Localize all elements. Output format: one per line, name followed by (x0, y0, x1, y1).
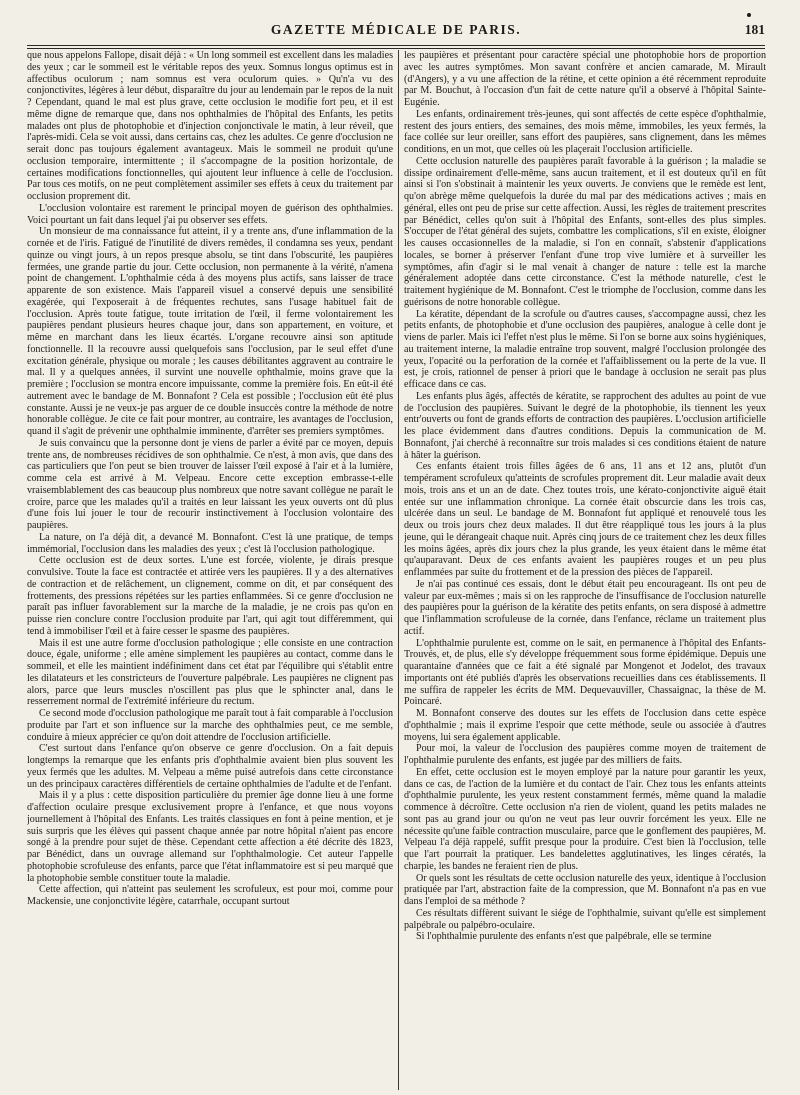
paragraph: Je n'ai pas continué ces essais, dont le début était peu encourageant. Ils ont peu de valeur par eux-mêmes ; mais si on les rapproche de l'insuffisance de l'occlusion naturelle des paupières pour la guérison de la kératite des petits enfants, on sera disposé à admettre que l'inflammation scrofuleuse de la cornée, dans l'enfance, réclame un traitement plus actif. (404, 578, 766, 637)
paragraph: L'occlusion volontaire est rarement le principal moyen de guérison des ophthalmies. Voici pourtant un fait dans lequel j'ai pu observer ses effets. (27, 202, 393, 226)
paragraph: Mais il est une autre forme d'occlusion pathologique ; elle consiste en une contraction douce, égale, uniforme ; elle amène simplement les paupières au contact, comme dans le sommeil, et elle les maintient indéfiniment dans cet état par l'équilibre qui s'établit entre les dilatateurs et les constricteurs de l'ouverture palpébrale. Les paupières ne clignent pas alors, parce que leurs muscles n'oscillent pas plus que le sphincter anal, dans le resserrement normal de l'extrémité inférieure du rectum. (27, 637, 393, 708)
page-number: 181 (744, 22, 765, 37)
page-header (27, 22, 765, 44)
paragraph: Les enfants, ordinairement très-jeunes, qui sont affectés de cette espèce d'ophthalmie, restent des jours entiers, des semaines, des mois même, immobiles, les yeux fermés, la face collée sur leur oreiller, sans effort des paupières, sans clignement, dans les mêmes conditions, en un mot, que celles où les plaçerait l'occlusion artificielle. (404, 108, 766, 155)
right-column (404, 50, 766, 1090)
paragraph: M. Bonnafont conserve des doutes sur les effets de l'occlusion dans cette espèce d'ophthalmie ; mais il exprime l'espoir que cette méthode, seule ou associée à d'autres moyens, lui sera également applicable. (404, 708, 766, 743)
left-column (27, 50, 393, 1090)
paragraph: Cette occlusion est de deux sortes. L'une est forcée, violente, je dirais presque convulsive. Toute la face est contractée et attirée vers les paupières. Il y a des alternatives de contraction et de relâchement, un clignement, comme on dit, et par conséquent des frottements, des pressions répétées sur les parties enflammées. Si ce genre d'occlusion ne paraît pas influer favorablement sur la marche de la maladie, je ne crois pas qu'on en puisse rien conclure contre l'occlusion produite par l'art, qui agit tout différemment, qui tend à immobiliser l'œil et à faire cesser le spasme des paupières. (27, 555, 393, 637)
paragraph: les paupières et présentant pour caractère spécial une photophobie hors de proportion avec les autres symptômes. Mon savant confrère et ancien camarade, M. Mirault (d'Angers), y a vu une affection de la rétine, et cette opinion a été récemment reproduite par M. Bouchut, à l'occasion d'un fait de cette nature qu'il a observé à l'hôpital Sainte-Eugénie. (404, 50, 766, 108)
paragraph: C'est surtout dans l'enfance qu'on observe ce genre d'occlusion. On a fait depuis longtemps la remarque que les enfants pris d'ophthalmie avaient bien plus souvent les yeux fermés que les adultes. M. Velpeau a même puisé autrefois dans cette circonstance un des principaux caractères différentiels de certaine ophthalmies de l'adulte et de l'enfant. (27, 743, 393, 790)
paragraph: Pour moi, la valeur de l'occlusion des paupières comme moyen de traitement de l'ophthalmie purulente des enfants, est jugée par des milliers de faits. (404, 743, 766, 766)
paragraph: Ces résultats diffèrent suivant le siége de l'ophthalmie, suivant qu'elle est simplement palpébrale ou palpébro-oculaire. (404, 907, 766, 931)
paragraph: La nature, on l'a déjà dit, a devancé M. Bonnafont. C'est là une pratique, de temps immémorial, l'occlusion dans les maladies des yeux ; c'est là l'occlusion pathologique. (27, 531, 393, 555)
paragraph: que nous appelons Fallope, disait déjà : « Un long sommeil est excellent dans les maladies des yeux ; car le sommeil est le véritable repos des yeux. Somnus longus optimus est in affectibus oculorum ; nam somnus est vera oculorum quies. » Qu'n'a vu des conjonctivites, légères à leur début, disparaître du jour au lendemain par le repos de la nuit ? Cependant, quand le mal est plus grave, cette occlusion le modifie fort peu, et il est même digne de remarque que, dans nos ophthalmies de l'hôpital des Enfants, les petits malades ont plus de photophobie et d'injection conjonctivale le matin, à leur réveil, que l'après-midi. Cela se voit aussi, dans certains cas, chez les adultes. Ce genre d'occlusion ne serait donc pas toujours également avantageux. Mais le sommeil ne produit qu'une occlusion temporaire, intermittente ; il s'accompagne de la position horizontale, de certaines modifications fonctionnelles, qui ajoutent leur influence à celle de l'occlusion. Par tous ces motifs, on ne peut complètement assimiler ses effets à ceux du traitement par occlusion proprement dit. (27, 50, 393, 202)
paragraph: Si l'ophthalmie purulente des enfants n'est que palpébrale, elle se termine (416, 931, 712, 943)
paragraph: Je suis convaincu que la personne dont je viens de parler a évité par ce moyen, depuis trente ans, de nombreuses récidives de son ophthalmie. Ce n'est, à mon avis, que dans des cas particuliers que l'on peut se bien trouver de laisser l'œil exposé à l'air et à la lumière, comme cela est arrivé à M. Velpeau. Encore cette exception embrasse-t-elle vraisemblablement des cas beaucoup plus nombreux que notre savant collègue ne paraît le croire, parce que les malades qu'il a traités en leur laissant les yeux ouverts ont dû plus d'une fois lui jouer le tour de recourir instinctivement à l'occlusion volontaire des paupières. (27, 437, 393, 531)
column-divider (398, 50, 399, 1090)
paragraph: Ce second mode d'occlusion pathologique me paraît tout à fait comparable à l'occlusion produite par l'art et son influence sur la marche des ophthalmies peut, ce me semble, conduire à mieux apprécier ce qu'on doit attendre de l'occlusion artificielle. (27, 708, 393, 743)
header-rule (27, 45, 765, 49)
paragraph: Cette occlusion naturelle des paupières paraît favorable à la guérison ; la maladie se dissipe ordinairement d'elle-même, sans aucun traitement, et il est douteux qu'il en fût ainsi si l'on s'obstinait à maintenir les yeux ouverts. Je conviens que le remède est lent, qu'on abrège même quelquefois la durée du mal par des médications actives ; mais en général, elles ont peu de prise sur cette affection. Aussi, les règles de traitement prescrites par Bénédict, celles qu'on suit à l'hôpital des Enfants, sont-elles des plus simples. S'occuper de l'état général des sujets, combattre les complications, s'il en existe, éloigner les causes occasionnelles de la maladie, si l'on en connaît, s'abstenir d'applications locales, se borner à préserver l'enfant d'une trop vive lumière et à surveiller les symptômes, afin d'agir si le mal venait à changer de nature : telle est la marche généralement adoptée dans cette circonstance. C'est la méthode naturelle, c'est le traitement hygiénique de M. Bonnafont. C'est le triomphe de l'occlusion, comme dans les guérisons de notre honorable collègue. (404, 155, 766, 308)
paragraph: Ces enfants étaient trois filles âgées de 6 ans, 11 ans et 12 ans, plutôt d'un tempérament scrofuleux qu'atteints de scrofules proprement dit. Leur maladie avait deux mois, trois ans et un an de date. Chez toutes trois, une kérato-conjonctivite aiguë était entée sur une inflammation chronique. La cornée était obscurcie dans les trois cas, ulcérée dans un seul. Le bandage de M. Bonnafont fut appliqué et renouvelé tous les deux ou trois jours chez deux malades. Il dut être réappliqué tous les jours à la plus jeune, qui le dérangeait chaque nuit. Après cinq jours de ce traitement chez les deux filles les moins âgées, après dix jours chez la plus grande, les yeux étaient dans le même état qu'auparavant. Deux de ces enfants avaient les paupières rouges et un peu plus enflammées par suite du frottement et de la pression des pièces de l'appareil. (404, 461, 766, 578)
paragraph: La kératite, dépendant de la scrofule ou d'autres causes, s'accompagne aussi, chez les petits enfants, de photophobie et d'une occlusion des paupières, analogue à celle dont je viens de parler. Mais ici l'effet n'est plus le même. Si l'on se borne aux soins hygiéniques, au traitement interne, la maladie entraîne trop souvent, malgré l'occlusion prolongée des yeux, l'opacité ou la perforation de la cornée et l'affaiblissement ou la perte de la vue. Il est, je crois, rationnel de penser à priori que le bandage à occlusion ne serait pas plus efficace dans ce cas. (404, 308, 766, 390)
paragraph: L'ophthalmie purulente est, comme on le sait, en permanence à l'hôpital des Enfants-Trouvés, et, de plus, elle s'y développe fréquemment sous forme épidémique. Depuis une quarantaine d'années que ce fait a été signalé par Mongenot et Jodelot, des travaux importants ont été publiés d'après les observations recueillies dans ces établissements. Il me suffira de rappeler les écrits de MM. Dequevauviller, Chassaignac, la thèse de M. Poincaré. (404, 637, 766, 708)
paragraph: Les enfants plus âgés, affectés de kératite, se rapprochent des adultes au point de vue de l'occlusion des paupières. Suivant le degré de la photophobie, ils tiennent les yeux entr'ouverts ou font de grands efforts de contraction des paupières. L'occlusion artificielle les place évidemment dans d'autres conditions. Depuis la communication de M. Bonnafont, j'ai cherché à reconnaître sur trois malades si ces conditions étaient de nature à hâter la guérison. (404, 390, 766, 461)
ink-dot (747, 13, 751, 17)
paragraph: Mais il y a plus : cette disposition particulière du premier âge donne lieu à une forme d'affection oculaire presque exclusivement propre à l'enfance, et que nous voyons journellement à l'hôpital des Enfants. Les traités classiques en font à peine mention, et je suis surpris que les élèves qui passent chaque année par notre hôpital n'aient pas encore songé à la prendre pour sujet de thèse. Cependant cette affection a été décrite dès 1823, par Bénédict, dans un ouvrage allemand sur l'ophthalmologie. Cet auteur l'appelle photophobie scrofuleuse des enfants, parce que l'état inflammatoire est si peu marqué que la photophobie semble constituer toute la maladie. (27, 790, 393, 884)
paragraph: En effet, cette occlusion est le moyen employé par la nature pour garantir les yeux, dans ce cas, de l'action de la lumière et du contact de l'air. Chez tous les enfants atteints d'ophthalmie purulente, les yeux restent constamment fermés, même quand la maladie commence à décroître. Cette occlusion n'a rien de violent, quand les petits malades ne sont pas au grand jour ou qu'on ne veut pas leur ouvrir forcément les yeux. Elle ne nécessite qu'une faible contraction musculaire, parce que le gonflement des paupières, M. Velpeau l'a déjà rappelé, suffit presque pour la produire. C'est bien là l'occlusion, telle que l'art pourrait la pratiquer. Les bandelettes agglutinatives, les linges cératés, la charpie, les bandes ne feraient rien de plus. (404, 766, 766, 872)
journal-title: GAZETTE MÉDICALE DE PARIS. (270, 22, 522, 37)
paragraph: Cette affection, qui n'atteint pas seulement les scrofuleux, est pour moi, comme pour Mackensie, une conjonctivite légère, catarrhale, occupant surtout (27, 884, 393, 907)
paragraph: Or quels sont les résultats de cette occlusion naturelle des yeux, identique à l'occlusion pratiquée par l'art, abstraction faite de la compression, que M. Bonnafont n'a pas en vue dans l'emploi de sa méthode ? (404, 872, 766, 907)
paragraph: Un monsieur de ma connaissance fut atteint, il y a trente ans, d'une inflammation de la cornée et de l'iris. Fatigué de l'inutilité de divers remèdes, il condamna ses yeux, pendant quinze ou vingt jours, à un repos presque absolu, se tint dans l'obscurité, les paupières fermées, une grande partie du jour. Cette occlusion, non permanente à la vérité, n'amena point de changement. L'ophthalmie céda à des moyens plus actifs, sans laisser de trace apparente de son existence. Mais l'appareil visuel a conservé depuis une sensibilité exagérée, qui l'exposerait à de fréquentes rechutes, sans l'usage habituel fait de l'occlusion. Après toute fatigue, toute irritation de l'œil, il ferme volontairement les paupières pendant plusieurs heures chaque jour, dans son appartement, en voiture, et même en marchant dans les lieux écartés. L'organe recouvre ainsi son aptitude fonctionnelle. Il la recouvre aussi quelquefois sans l'occlusion, par le seul effet d'une excitation générale, physique ou morale ; les causes débilitantes aggravent au contraire le mal. Il y a quelques années, il survint une nouvelle ophthalmie, moins grave que la première ; l'occlusion se montra encore impuissante, comme la première fois. En eût-il été autrement avec le bandage de M. Bonnafont ? Cela est possible ; l'occlusion eût été plus constante. Aussi je ne veux-je pas arguer de ce double insuccès contre la méthode de notre honorable collègue. Je cite ce fait pour montrer, au contraire, les avantages de l'occlusion, quand il s'agit de prévenir une ophthalmie imminente, d'arrêter ses premiers symptômes. (27, 226, 393, 437)
